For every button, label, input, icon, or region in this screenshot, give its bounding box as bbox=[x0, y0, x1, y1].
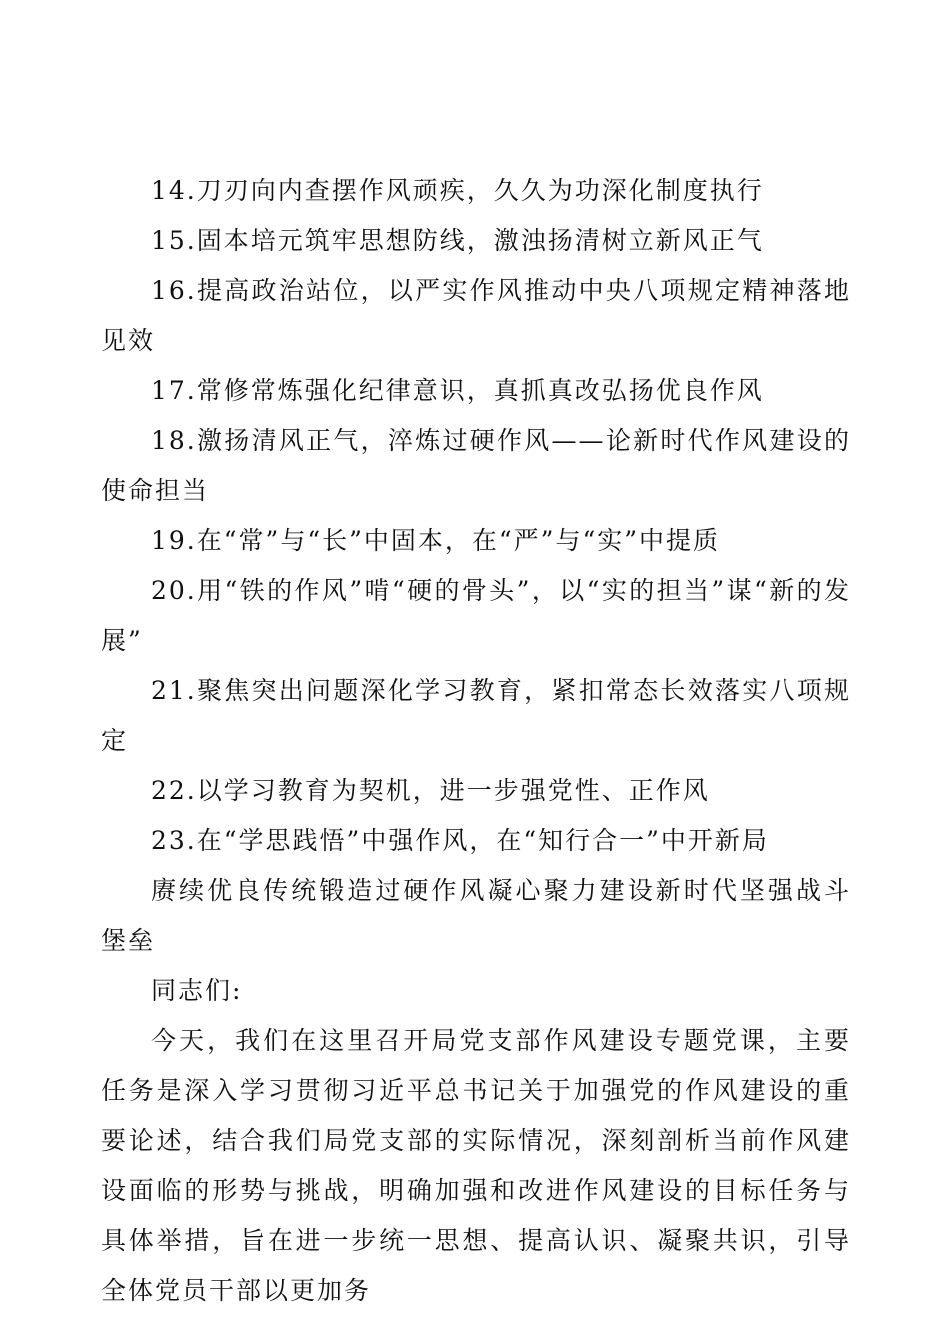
title-item-18: 18.激扬清风正气，淬炼过硬作风——论新时代作风建设的使命担当 bbox=[101, 426, 851, 505]
title-item-22: 22.以学习教育为契机，进一步强党性、正作风 bbox=[151, 776, 710, 805]
body-paragraph: 今天，我们在这里召开局党支部作风建设专题党课，主要任务是深入学习贯彻习近平总书记关于加强党的作风建设的重要论述，结合我们局党支部的实际情况，深刻剖析当前作风建设面临的形势与挑战，明确加强和改进作风建设的目标任务与具体举措，旨在进一步统一思想、提高认识、凝聚共识，引导全体党员干部以更加务 bbox=[101, 1026, 851, 1305]
title-item-14: 14.刀刃向内查摆作风顽疾，久久为功深化制度执行 bbox=[151, 176, 764, 205]
title-item-16: 16.提高政治站位，以严实作风推动中央八项规定精神落地见效 bbox=[101, 276, 851, 355]
document-content bbox=[101, 166, 851, 1316]
speech-title: 赓续优良传统锻造过硬作风凝心聚力建设新时代坚强战斗堡垒 bbox=[101, 876, 851, 955]
title-item-21: 21.聚焦突出问题深化学习教育，紧扣常态长效落实八项规定 bbox=[101, 676, 851, 755]
title-item-19: 19.在“常”与“长”中固本，在“严”与“实”中提质 bbox=[151, 526, 721, 555]
salutation: 同志们: bbox=[151, 976, 243, 1005]
title-item-23: 23.在“学思践悟”中强作风，在“知行合一”中开新局 bbox=[151, 826, 769, 855]
title-item-15: 15.固本培元筑牢思想防线，激浊扬清树立新风正气 bbox=[151, 226, 764, 255]
title-item-20: 20.用“铁的作风”啃“硬的骨头”，以“实的担当”谋“新的发展” bbox=[101, 576, 851, 655]
title-item-17: 17.常修常炼强化纪律意识，真抓真改弘扬优良作风 bbox=[151, 376, 764, 405]
